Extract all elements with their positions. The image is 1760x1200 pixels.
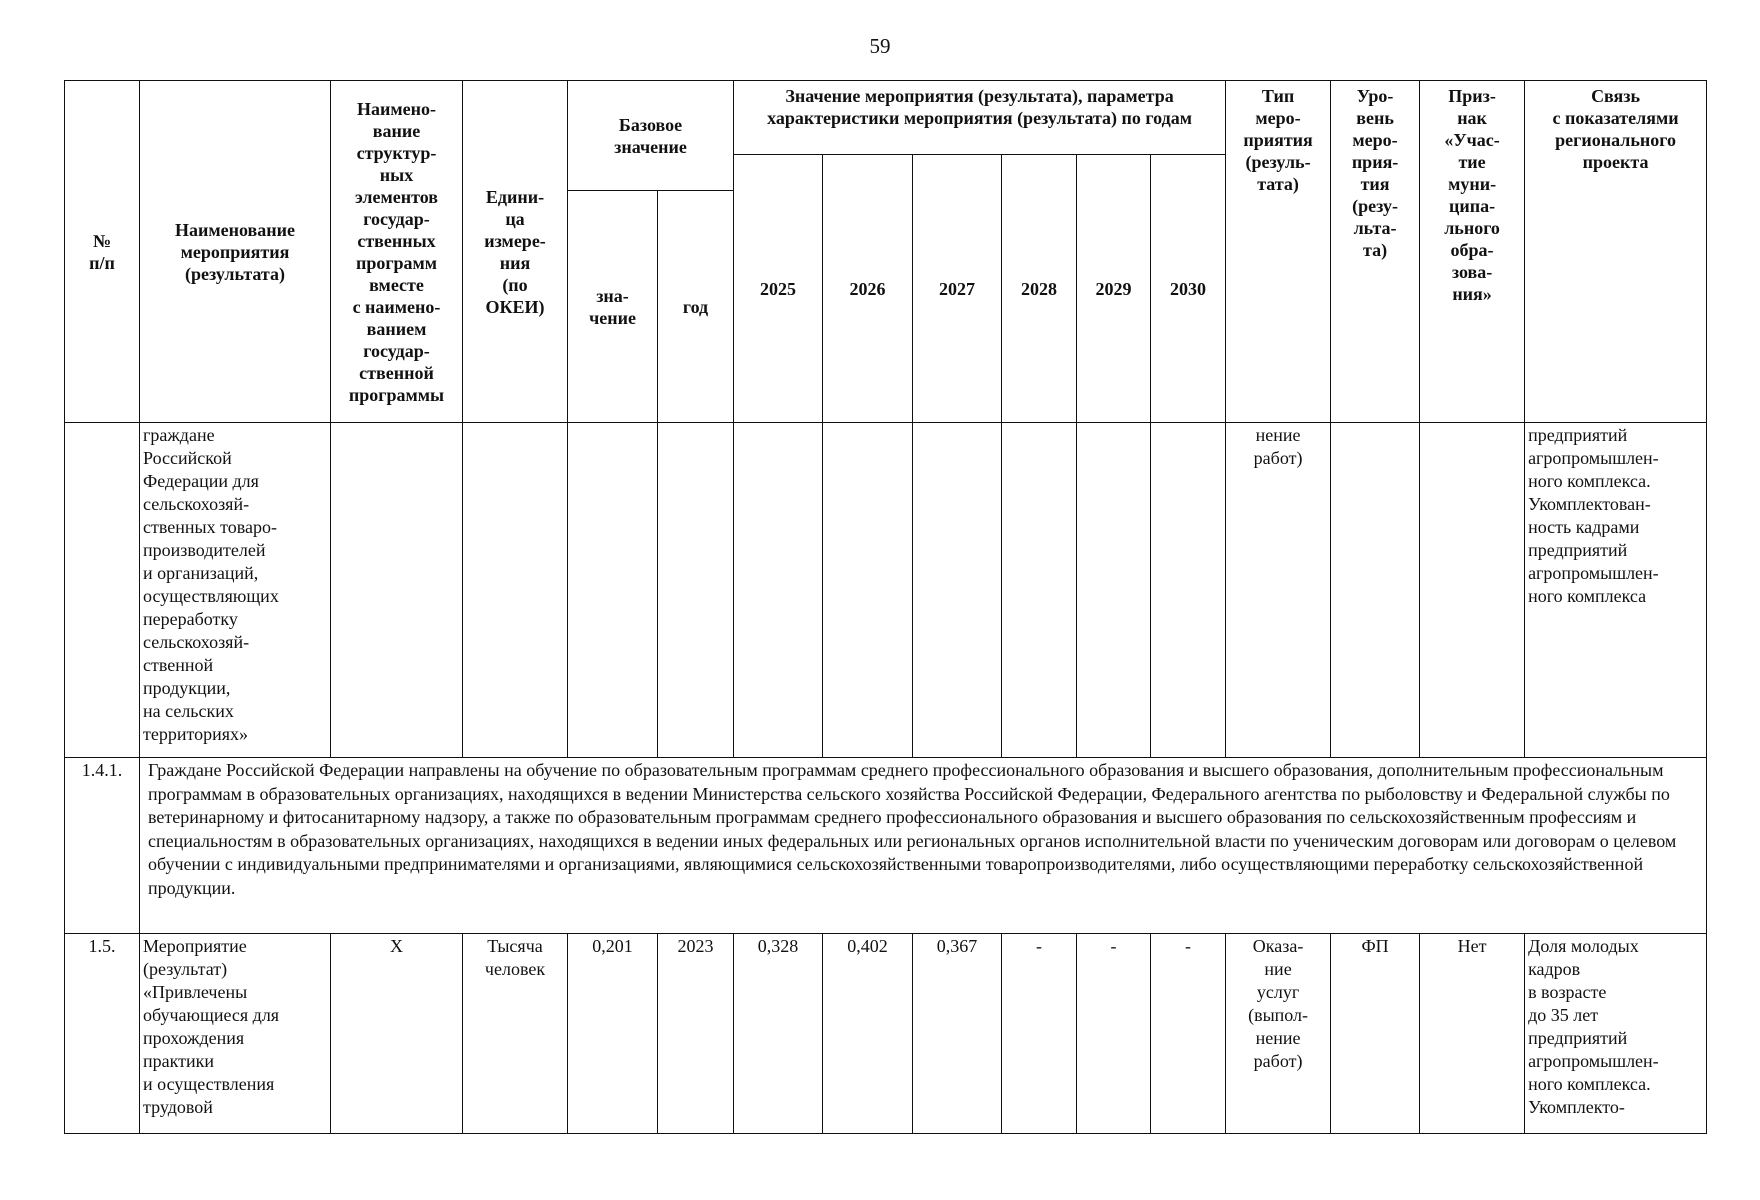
- cont-2028-cell: [1002, 423, 1077, 758]
- header-base: Базовое значение: [568, 81, 734, 191]
- header-year-2025: 2025: [734, 155, 823, 423]
- row-15-base-year: 2023: [658, 934, 734, 1134]
- header-year-2030: 2030: [1151, 155, 1226, 423]
- row-15-value-2030: -: [1151, 934, 1226, 1134]
- cont-level-cell: [1331, 423, 1420, 758]
- header-year-2028: 2028: [1002, 155, 1077, 423]
- header-unit: Едини- ца измере- ния (по ОКЕИ): [463, 81, 568, 423]
- table-row: [65, 423, 1707, 758]
- row-15-num: 1.5.: [65, 934, 140, 1134]
- register-table: [64, 80, 1707, 1134]
- row-15-value-2027: 0,367: [913, 934, 1002, 1134]
- header-type: Тип меро- приятия (резуль- тата): [1226, 81, 1331, 423]
- row-15-struct: Х: [331, 934, 463, 1134]
- header-level: Уро- вень меро- прия- тия (резу- льта- та): [1331, 81, 1420, 423]
- cont-2026-cell: [823, 423, 913, 758]
- header-struct: Наимено- вание структур- ных элементов государ- ственных программ вместе с наимено- ванием государ- ственной программы: [331, 81, 463, 423]
- header-year-2027: 2027: [913, 155, 1002, 423]
- header-name: Наименование мероприятия (результата): [140, 81, 331, 423]
- row-15-base-value: 0,201: [568, 934, 658, 1134]
- row-15-unit: Тысяча человек: [463, 934, 568, 1134]
- header-sign: Приз- нак «Учас- тие муни- ципа- льного обра- зова- ния»: [1420, 81, 1525, 423]
- cont-unit-cell: [463, 423, 568, 758]
- cont-name-cell: граждане Российской Федерации для сельскохозяй- ственных товаро- производителей и организаций, осуществляющих переработку сельскохозяй- ственной продукции, на сельских территориях»: [140, 423, 331, 758]
- cont-num-cell: [65, 423, 140, 758]
- cont-link-cell: предприятий агропромышлен- ного комплекса. Укомплектован- ность кадрами предприятий агропромышлен- ного комплекса: [1525, 423, 1707, 758]
- header-base-year: год: [658, 191, 734, 423]
- header-row-1: [65, 81, 1707, 155]
- table-row: [65, 758, 1707, 934]
- row-15-value-2026: 0,402: [823, 934, 913, 1134]
- page-number: 59: [869, 34, 891, 58]
- header-base-value: зна- чение: [568, 191, 658, 423]
- cont-2025-cell: [734, 423, 823, 758]
- row-15-link: Доля молодых кадров в возрасте до 35 лет предприятий агропромышлен- ного комплекса. Укомплекто-: [1525, 934, 1707, 1134]
- row-15-name: Мероприятие (результат) «Привлечены обучающиеся для прохождения практики и осуществления трудовой: [140, 934, 331, 1134]
- row-15-value-2029: -: [1077, 934, 1151, 1134]
- cont-sign-cell: [1420, 423, 1525, 758]
- cont-type-cell: нение работ): [1226, 423, 1331, 758]
- header-values-by-year: Значение мероприятия (результата), параметра характеристики мероприятия (результата) по годам: [734, 81, 1226, 155]
- cont-2030-cell: [1151, 423, 1226, 758]
- row-141-num: 1.4.1.: [65, 758, 140, 934]
- header-year-2026: 2026: [823, 155, 913, 423]
- row-15-type: Оказа- ние услуг (выпол- нение работ): [1226, 934, 1331, 1134]
- row-15-sign: Нет: [1420, 934, 1525, 1134]
- header-year-2029: 2029: [1077, 155, 1151, 423]
- row-15-value-2028: -: [1002, 934, 1077, 1134]
- row-15-value-2025: 0,328: [734, 934, 823, 1134]
- row-141-text: Граждане Российской Федерации направлены на обучение по образовательным программам среднего профессионального образования и высшего образования, дополнительным профессиональным программам в образовательных организациях, находящихся в ведении Министерства сельского хозяйства Российской Федерации, Федерального агентства по рыболовству и Федеральной службы по ветеринарному и фитосанитарному надзору, а также по образовательным программам среднего профессионального образования и высшего образования по сельскохозяйственным профессиям и специальностям в образовательных организациях, находящихся в ведении иных федеральных или региональных органов исполнительной власти по ученическим договорам или договорам о целевом обучении с индивидуальными предпринимателями и организациями, являющимися сельскохозяйственными товаропроизводителями, либо осуществляющими переработку сельскохозяйственной продукции.: [140, 758, 1707, 934]
- header-link: Связь с показателями регионального проекта: [1525, 81, 1707, 423]
- cont-base-value-cell: [568, 423, 658, 758]
- register-table-wrapper: [64, 80, 1707, 1134]
- cont-struct-cell: [331, 423, 463, 758]
- table-row: [65, 934, 1707, 1134]
- cont-2027-cell: [913, 423, 1002, 758]
- row-15-level: ФП: [1331, 934, 1420, 1134]
- cont-2029-cell: [1077, 423, 1151, 758]
- header-num: № п/п: [65, 81, 140, 423]
- cont-base-year-cell: [658, 423, 734, 758]
